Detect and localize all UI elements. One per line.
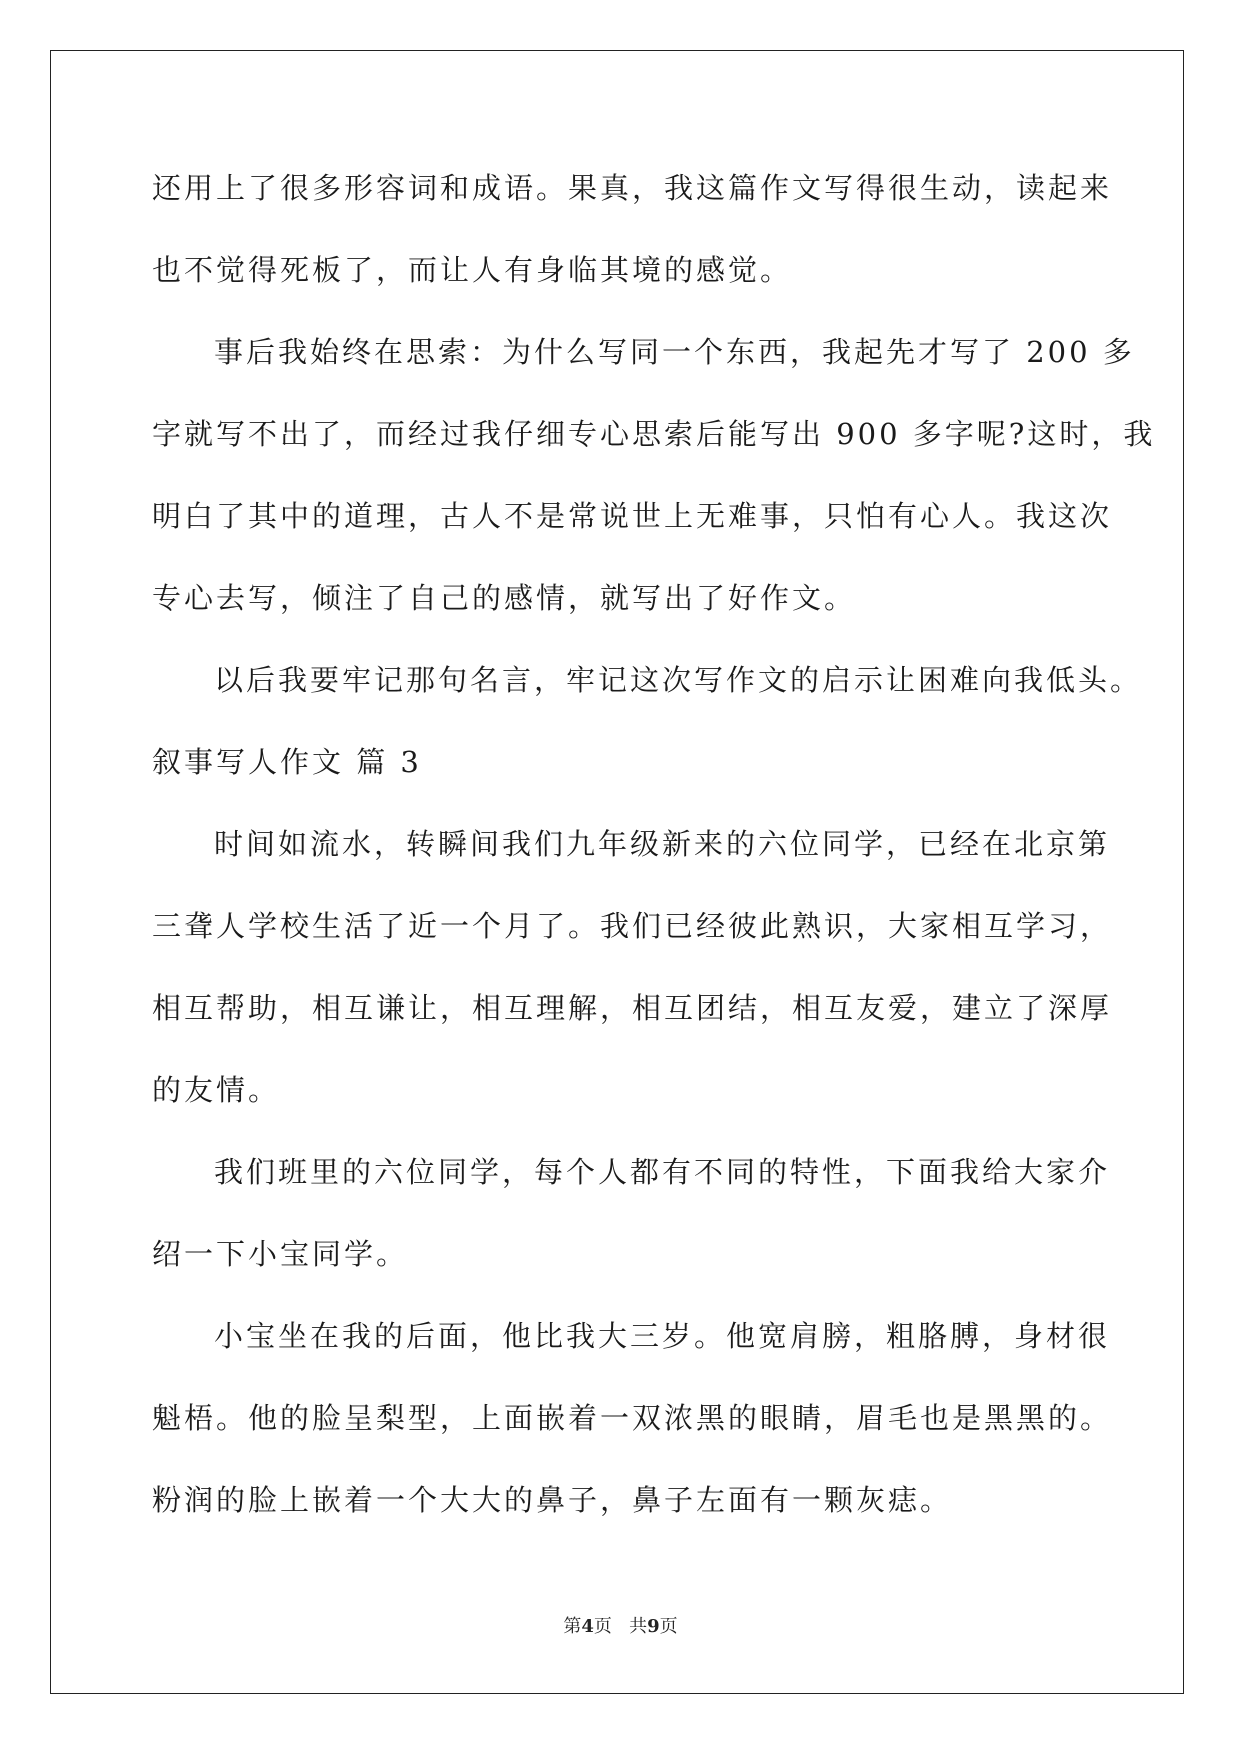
- page-number: 4: [581, 1616, 594, 1637]
- text-line: 魁梧。他的脸呈梨型，上面嵌着一双浓黑的眼睛，眉毛也是黑黑的。: [152, 1401, 1113, 1435]
- text-line: 还用上了很多形容词和成语。果真，我这篇作文写得很生动，读起来: [152, 171, 1113, 205]
- text-line: 的友情。: [152, 1073, 281, 1107]
- page-footer: [0, 1612, 1241, 1638]
- paragraph-start-line: 我们班里的六位同学，每个人都有不同的特性，下面我给大家介: [214, 1155, 1111, 1189]
- paragraph-start-line: 事后我始终在思索：为什么写同一个东西，我起先才写了 200 多: [214, 335, 1135, 369]
- paragraph-start-line: 时间如流水，转瞬间我们九年级新来的六位同学，已经在北京第: [214, 827, 1111, 861]
- section-heading: 叙事写人作文 篇 3: [152, 745, 422, 779]
- page-suffix: 页: [593, 1616, 612, 1637]
- text-line: 三聋人学校生活了近一个月了。我们已经彼此熟识，大家相互学习，: [152, 909, 1113, 943]
- total-pages: 9: [647, 1616, 660, 1637]
- text-line: 相互帮助，相互谦让，相互理解，相互团结，相互友爱，建立了深厚: [152, 991, 1113, 1025]
- total-suffix: 页: [659, 1616, 678, 1637]
- total-prefix: 共: [629, 1616, 648, 1637]
- paragraph-start-line: 小宝坐在我的后面，他比我大三岁。他宽肩膀，粗胳膊，身材很: [214, 1319, 1111, 1353]
- text-line: 也不觉得死板了，而让人有身临其境的感觉。: [152, 253, 793, 287]
- text-line: 专心去写，倾注了自己的感情，就写出了好作文。: [152, 581, 857, 615]
- text-line: 粉润的脸上嵌着一个大大的鼻子，鼻子左面有一颗灰痣。: [152, 1483, 953, 1517]
- text-line: 明白了其中的道理，古人不是常说世上无难事，只怕有心人。我这次: [152, 499, 1113, 533]
- page-prefix: 第: [563, 1616, 582, 1637]
- paragraph-start-line: 以后我要牢记那句名言，牢记这次写作文的启示让困难向我低头。: [214, 663, 1143, 697]
- text-line: 绍一下小宝同学。: [152, 1237, 409, 1271]
- text-line: 字就写不出了，而经过我仔细专心思索后能写出 900 多字呢?这时，我: [152, 417, 1156, 451]
- document-body: [152, 160, 1156, 1554]
